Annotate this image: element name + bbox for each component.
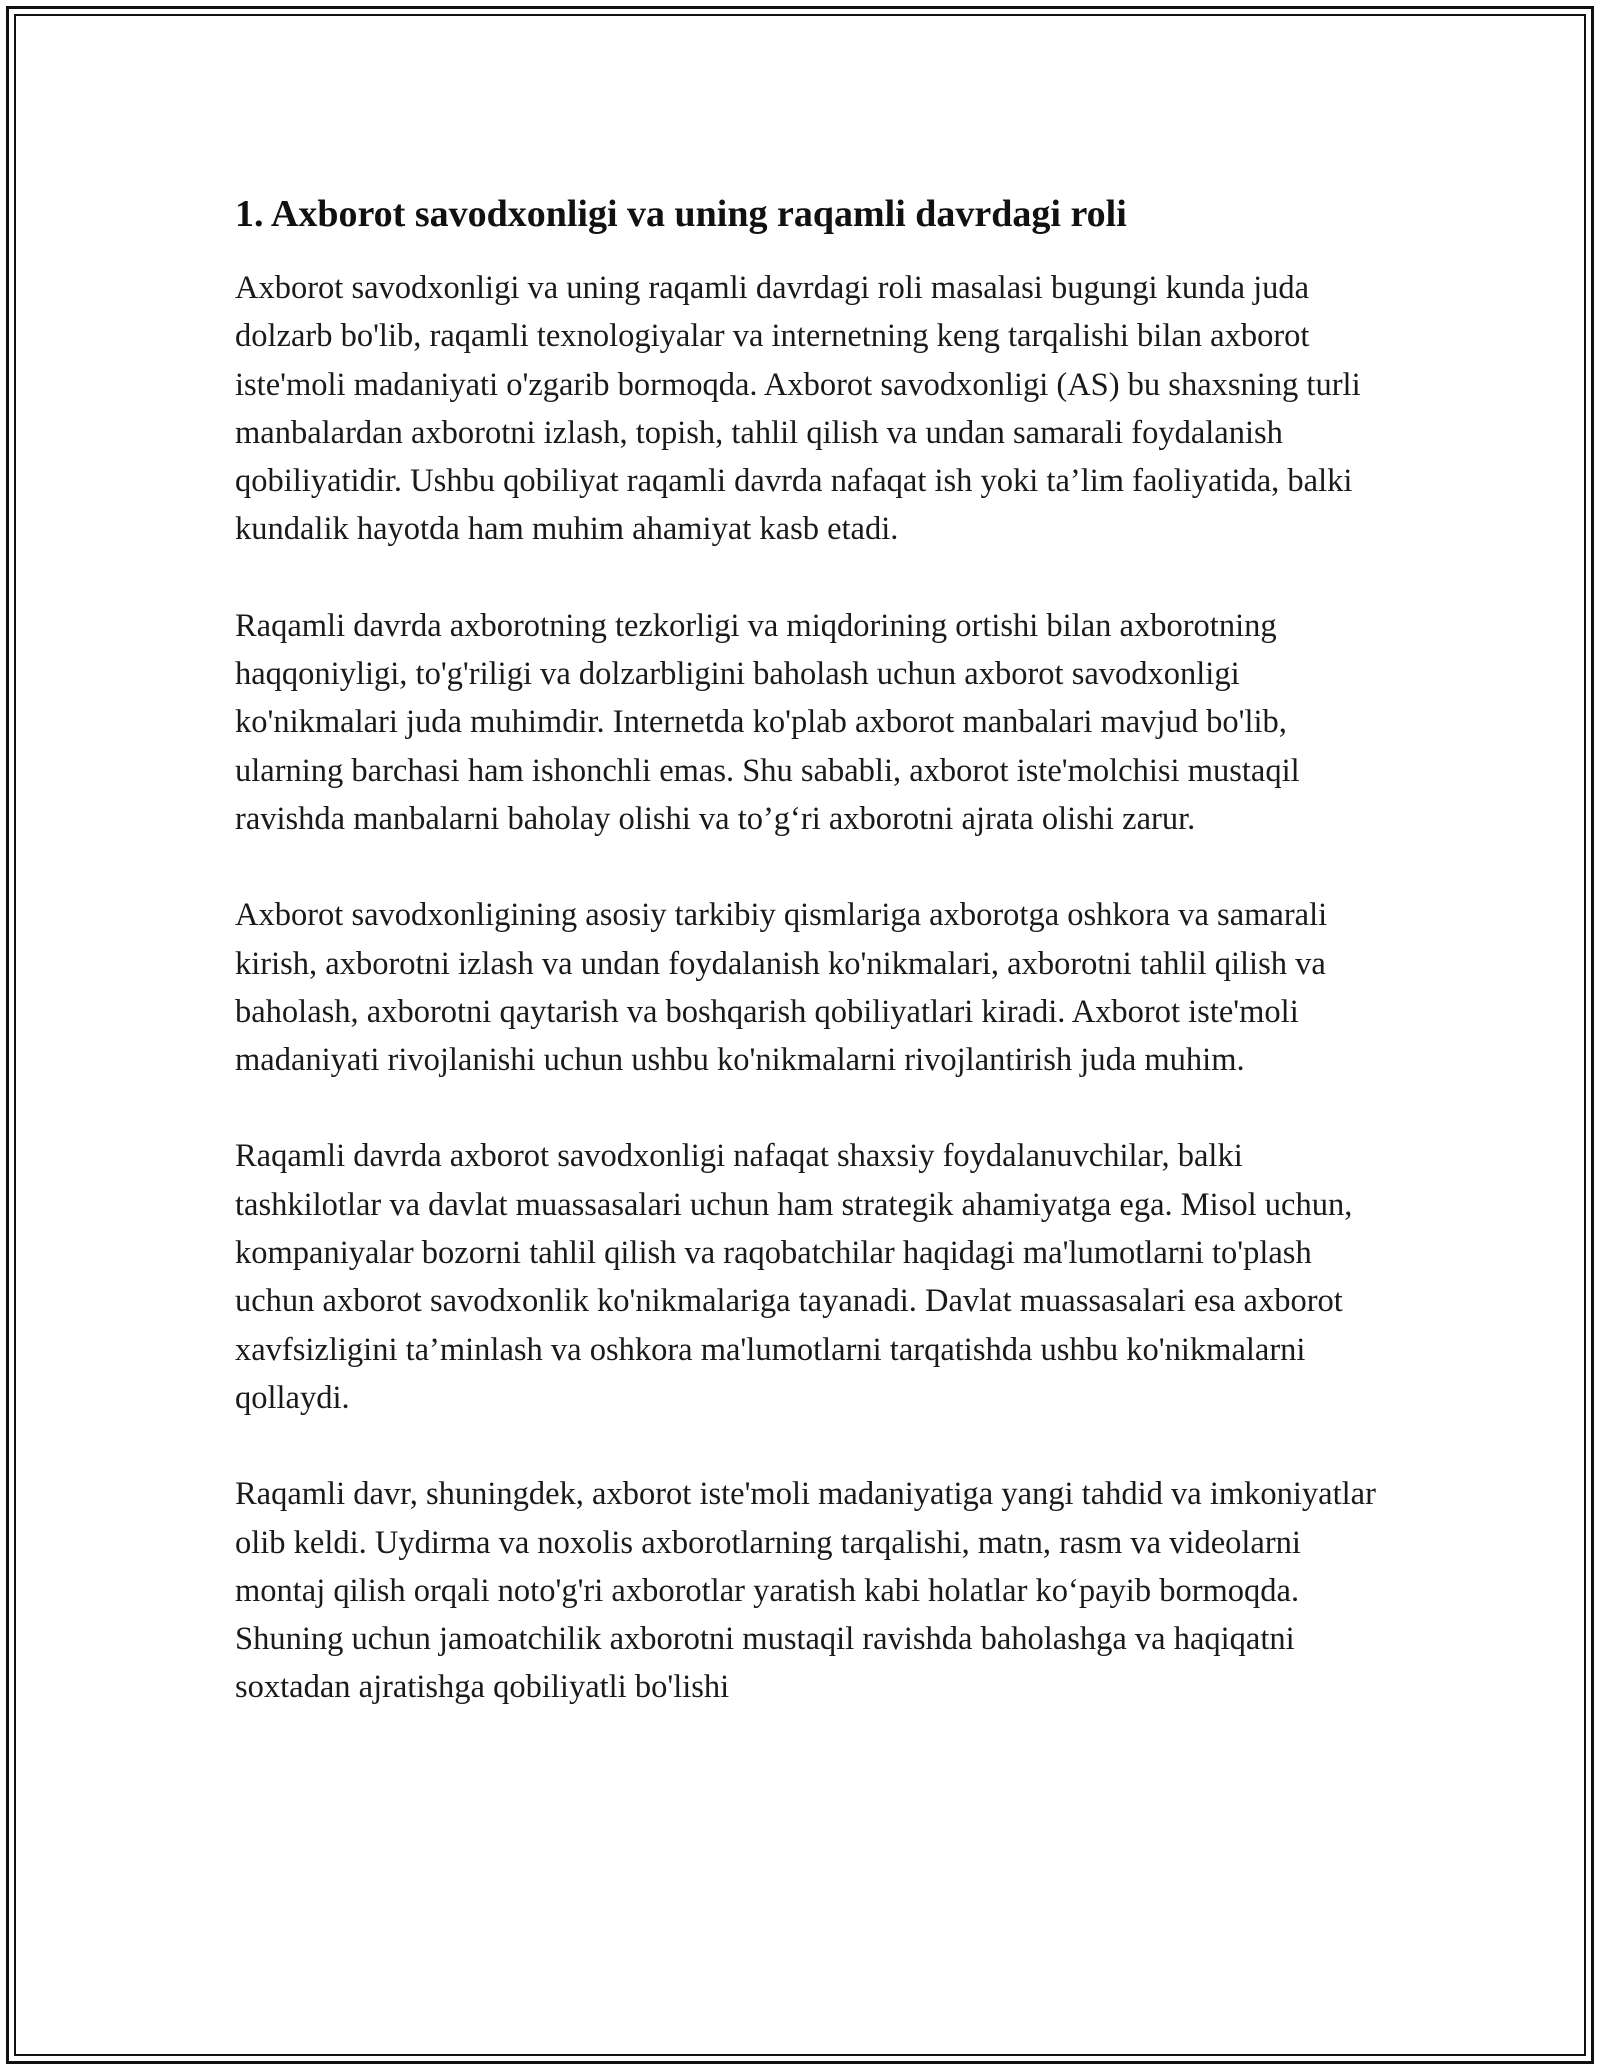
paragraph-4: Raqamli davrda axborot savodxonligi nafaqat shaxsiy foydalanuvchilar, balki tashkilotlar va davlat muassasalari uchun ham strategik ahamiyatga ega. Misol uchun, kompaniyalar bozorni tahlil qilish va raqobatchilar haqidagi ma'lumotlarni to'plash uchun axborot savodxonlik ko'nikmalariga tayanadi. Davlat muassasalari esa axborot xavfsizligini ta’minlash va oshkora ma'lumotlarni tarqatishda ushbu ko'nikmalarni qollaydi. <box>235 1138 1353 1416</box>
section-heading: 1. Axborot savodxonligi va uning raqamli davrdagi roli <box>235 193 1127 235</box>
paragraph-1: Axborot savodxonligi va uning raqamli davrdagi roli masalasi bugungi kunda juda dolzarb bo'lib, raqamli texnologiyalar va internetning keng tarqalishi bilan axborot iste'moli madaniyati o'zgarib bormoqda. Axborot savodxonligi (AS) bu shaxsning turli manbalardan axborotni izlash, topish, tahlil qilish va undan samarali foydalanish qobiliyatidir. Ushbu qobiliyat raqamli davrda nafaqat ish yoki ta’lim faoliyatida, balki kundalik hayotda ham muhim ahamiyat kasb etadi. <box>235 270 1361 548</box>
paragraph-5: Raqamli davr, shuningdek, axborot iste'moli madaniyatiga yangi tahdid va imkoniyatlar olib keldi. Uydirma va noxolis axborotlarning tarqalishi, matn, rasm va videolarni montaj qilish orqali noto'g'ri axborotlar yaratish kabi holatlar ko‘payib bormoqda. Shuning uchun jamoatchilik axborotni mustaqil ravishda baholashga va haqiqatni soxtadan ajratishga qobiliyatli bo'lishi <box>235 1476 1376 1706</box>
paragraph-2: Raqamli davrda axborotning tezkorligi va miqdorining ortishi bilan axborotning haqqoniyligi, to'g'riligi va dolzarbligini baholash uchun axborot savodxonligi ko'nikmalari juda muhimdir. Internetda ko'plab axborot manbalari mavjud bo'lib, ularning barchasi ham ishonchli emas. Shu sababli, axborot iste'molchisi mustaqil ravishda manbalarni baholay olishi va to’g‘ri axborotni ajrata olishi zarur. <box>235 607 1300 837</box>
document-body <box>235 190 1395 1712</box>
paragraph-3: Axborot savodxonligining asosiy tarkibiy qismlariga axborotga oshkora va samarali kirish, axborotni izlash va undan foydalanish ko'nikmalari, axborotni tahlil qilish va baholash, axborotni qaytarish va boshqarish qobiliyatlari kiradi. Axborot iste'moli madaniyati rivojlanishi uchun ushbu ko'nikmalarni rivojlantirish juda muhim. <box>235 897 1328 1079</box>
